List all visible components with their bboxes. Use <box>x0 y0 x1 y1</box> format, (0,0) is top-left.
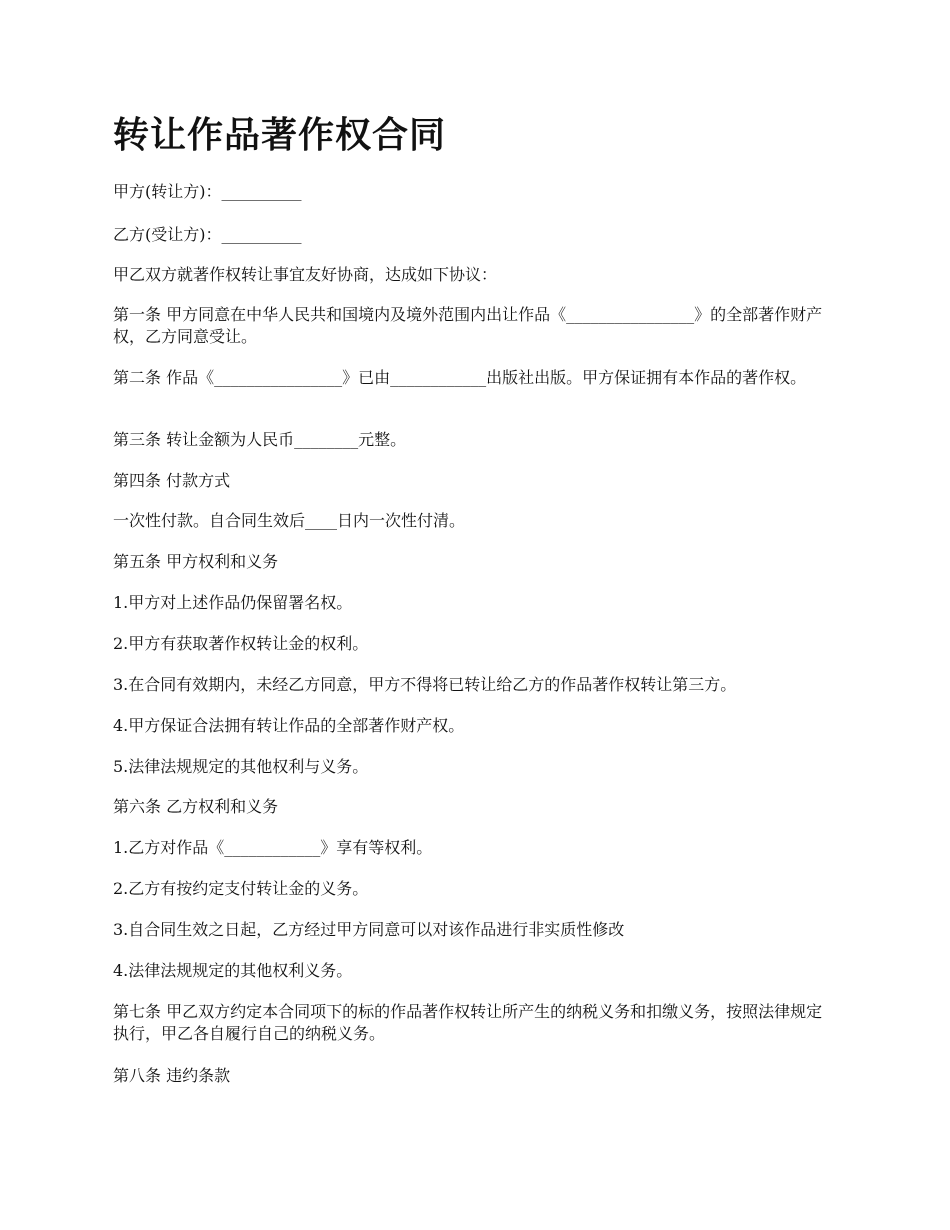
preamble: 甲乙双方就著作权转让事宜友好协商，达成如下协议： <box>113 265 498 284</box>
document-title: 转让作品著作权合同 <box>113 115 447 156</box>
clause-6-item-2: 2.乙方有按约定支付转让金的义务。 <box>113 879 369 898</box>
clause-5-item-1: 1.甲方对上述作品仍保留署名权。 <box>113 593 353 612</box>
clause-1: 第一条 甲方同意在中华人民共和国境内及境外范围内出让作品《________________》的全部著作财产权，乙方同意受让。 <box>113 305 823 346</box>
clause-6-item-3: 3.自合同生效之日起，乙方经过甲方同意可以对该作品进行非实质性修改 <box>113 920 625 939</box>
clause-8-heading: 第八条 违约条款 <box>113 1066 231 1085</box>
clause-2: 第二条 作品《________________》已由____________出版社出版。甲方保证拥有本作品的著作权。 <box>113 368 807 387</box>
party-b-line: 乙方(受让方)：__________ <box>113 225 302 244</box>
party-a-line: 甲方(转让方)：__________ <box>113 182 302 201</box>
clause-7: 第七条 甲乙双方约定本合同项下的标的作品著作权转让所产生的纳税义务和扣缴义务，按照法律规定执行，甲乙各自履行自己的纳税义务。 <box>113 1002 823 1043</box>
clause-6-heading: 第六条 乙方权利和义务 <box>113 797 279 816</box>
clause-5-heading: 第五条 甲方权利和义务 <box>113 552 279 571</box>
clause-5-item-2: 2.甲方有获取著作权转让金的权利。 <box>113 634 369 653</box>
clause-6-item-4: 4.法律法规规定的其他权利义务。 <box>113 961 353 980</box>
clause-6-item-1: 1.乙方对作品《____________》享有等权利。 <box>113 838 433 857</box>
clause-4-heading: 第四条 付款方式 <box>113 471 231 490</box>
clause-5-item-4: 4.甲方保证合法拥有转让作品的全部著作财产权。 <box>113 716 465 735</box>
clause-3: 第三条 转让金额为人民币________元整。 <box>113 430 407 449</box>
clause-4-body: 一次性付款。自合同生效后____日内一次性付清。 <box>113 511 466 530</box>
clause-5-item-5: 5.法律法规规定的其他权利与义务。 <box>113 757 369 776</box>
clause-5-item-3: 3.在合同有效期内，未经乙方同意，甲方不得将已转让给乙方的作品著作权转让第三方。 <box>113 675 737 694</box>
